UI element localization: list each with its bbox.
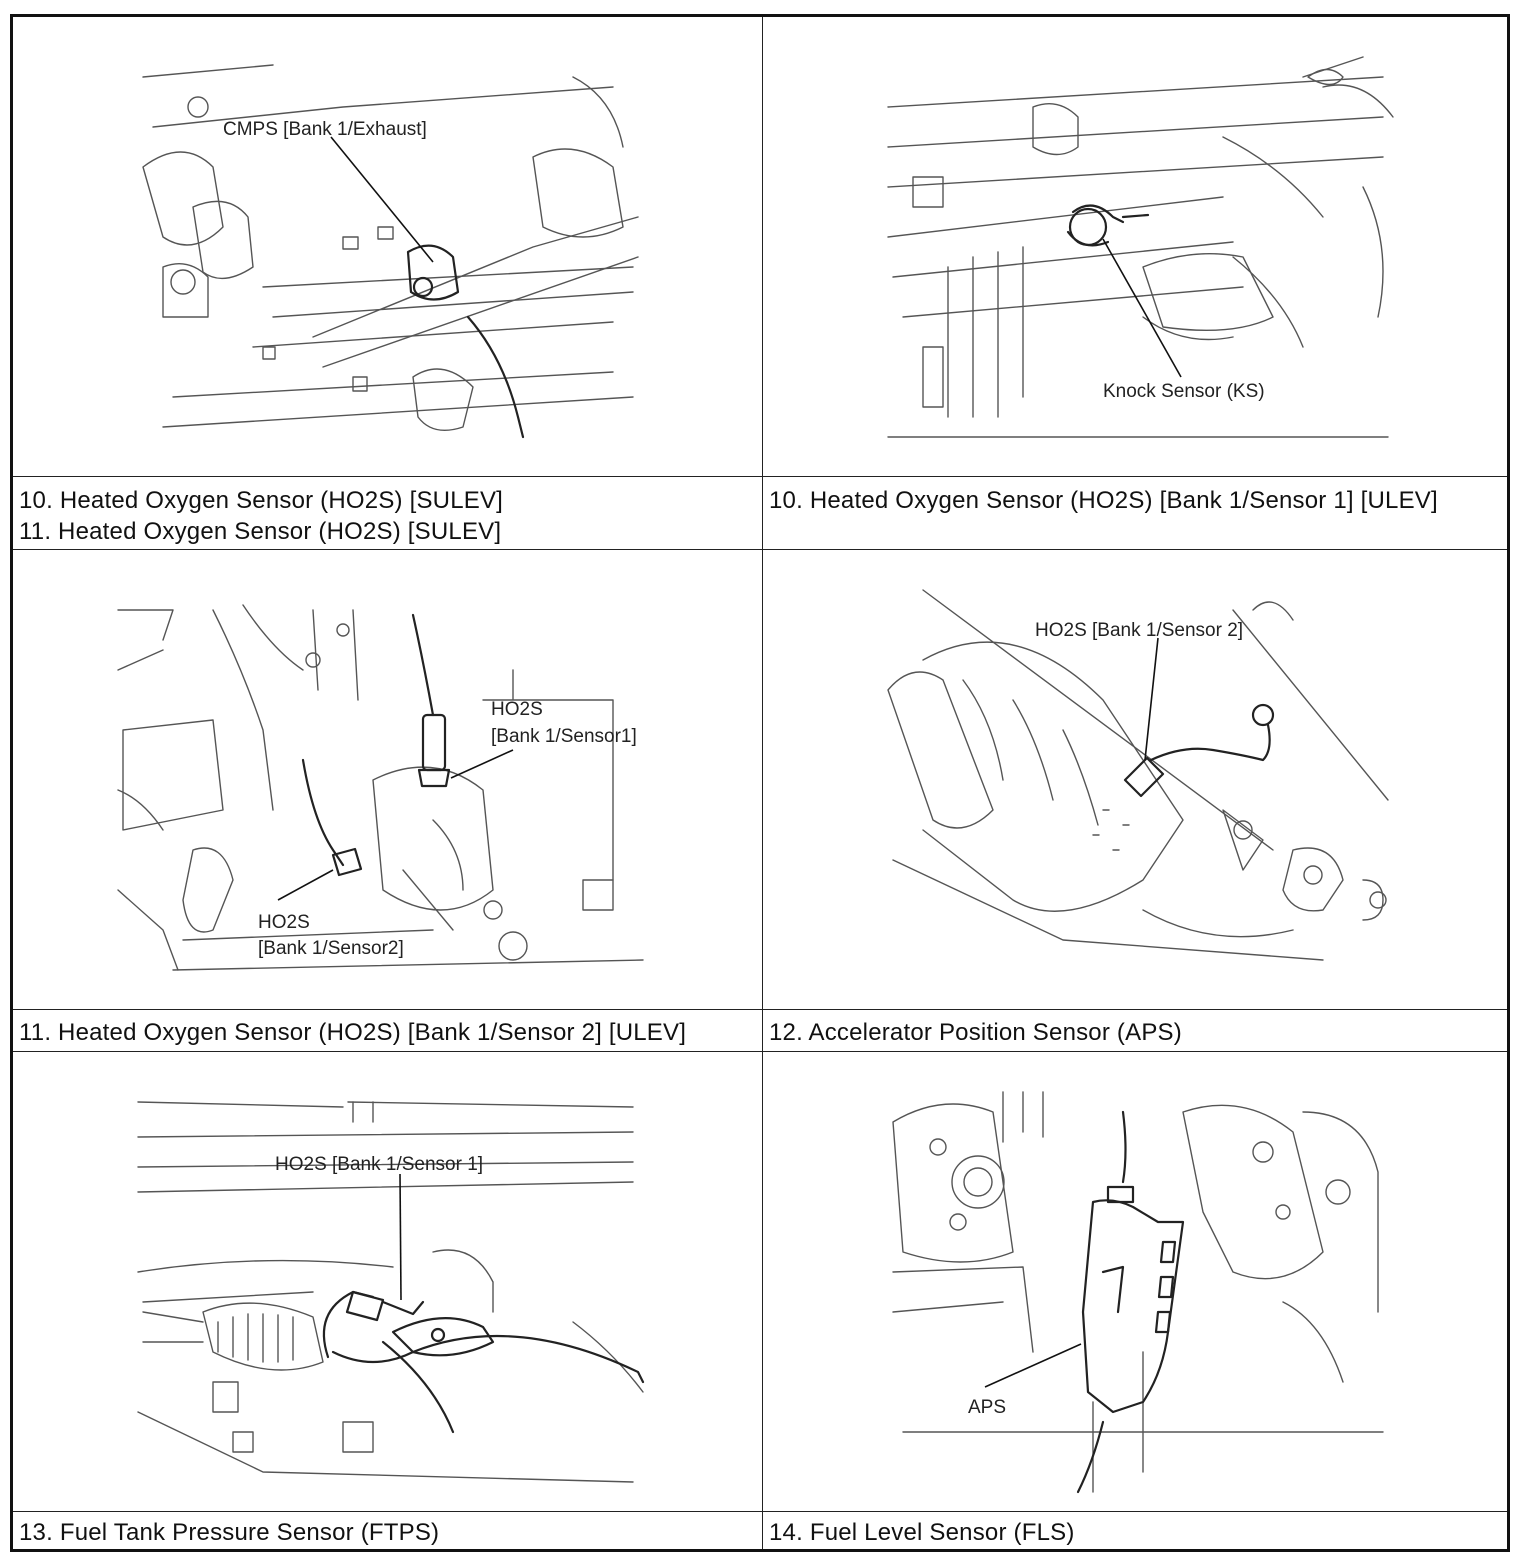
image-cell-ho2s-sensor2 <box>763 550 1510 1009</box>
caption-row3-left <box>19 1517 439 1548</box>
label-ho2s-s2-bank: [Bank 1/Sensor2] <box>258 938 404 959</box>
label-ho2s-s1-bank: [Bank 1/Sensor1] <box>491 726 637 747</box>
exhaust-oxygen-sensors-drawing <box>13 550 762 1009</box>
label-ho2s-s1-name: HO2S <box>491 699 543 720</box>
image-cell-ho2s-sensor1 <box>13 1052 762 1511</box>
label-ho2s-s2-name: HO2S <box>258 912 310 933</box>
caption-row3-right <box>769 1517 1075 1548</box>
label-ho2s-bank1-sensor2: HO2S [Bank 1/Sensor 2] <box>1035 620 1244 641</box>
sensor-location-table <box>10 14 1510 1552</box>
label-ho2s-bank1-sensor1: HO2S [Bank 1/Sensor 1] <box>275 1154 484 1175</box>
image-cell-knock-sensor <box>763 17 1510 476</box>
row-divider <box>13 1511 1507 1512</box>
caption-row2-right <box>769 1017 1182 1048</box>
accelerator-pedal-sensor-drawing <box>763 1052 1510 1511</box>
engine-camshaft-sensor-drawing <box>13 17 762 476</box>
caption-row2-left <box>19 1017 686 1048</box>
engine-knock-sensor-drawing <box>763 17 1510 476</box>
caption-line: 14. Fuel Level Sensor (FLS) <box>769 1519 1075 1546</box>
exhaust-manifold-sensor-drawing <box>13 1052 762 1511</box>
label-aps: APS <box>968 1397 1007 1418</box>
catalytic-converter-sensor-drawing <box>763 550 1510 1009</box>
caption-row1-left <box>19 485 503 547</box>
caption-line: 11. Heated Oxygen Sensor (HO2S) [Bank 1/Sensor 2] [ULEV] <box>19 1019 687 1046</box>
image-cell-cmps <box>13 17 762 476</box>
image-cell-ho2s-bank1 <box>13 550 762 1009</box>
label-knock-sensor: Knock Sensor (KS) <box>1103 381 1265 402</box>
caption-line: 10. Heated Oxygen Sensor (HO2S) [Bank 1/Sensor 1] [ULEV] <box>769 487 1438 514</box>
row-divider <box>13 1009 1507 1010</box>
label-cmps: CMPS [Bank 1/Exhaust] <box>223 119 427 140</box>
row-divider <box>13 476 1507 477</box>
caption-row1-right <box>769 485 1438 516</box>
caption-line: 10. Heated Oxygen Sensor (HO2S) [SULEV] <box>19 487 504 514</box>
caption-line: 11. Heated Oxygen Sensor (HO2S) [SULEV] <box>19 518 502 545</box>
caption-line: 12. Accelerator Position Sensor (APS) <box>769 1019 1182 1046</box>
caption-line: 13. Fuel Tank Pressure Sensor (FTPS) <box>19 1519 440 1546</box>
image-cell-aps <box>763 1052 1510 1511</box>
